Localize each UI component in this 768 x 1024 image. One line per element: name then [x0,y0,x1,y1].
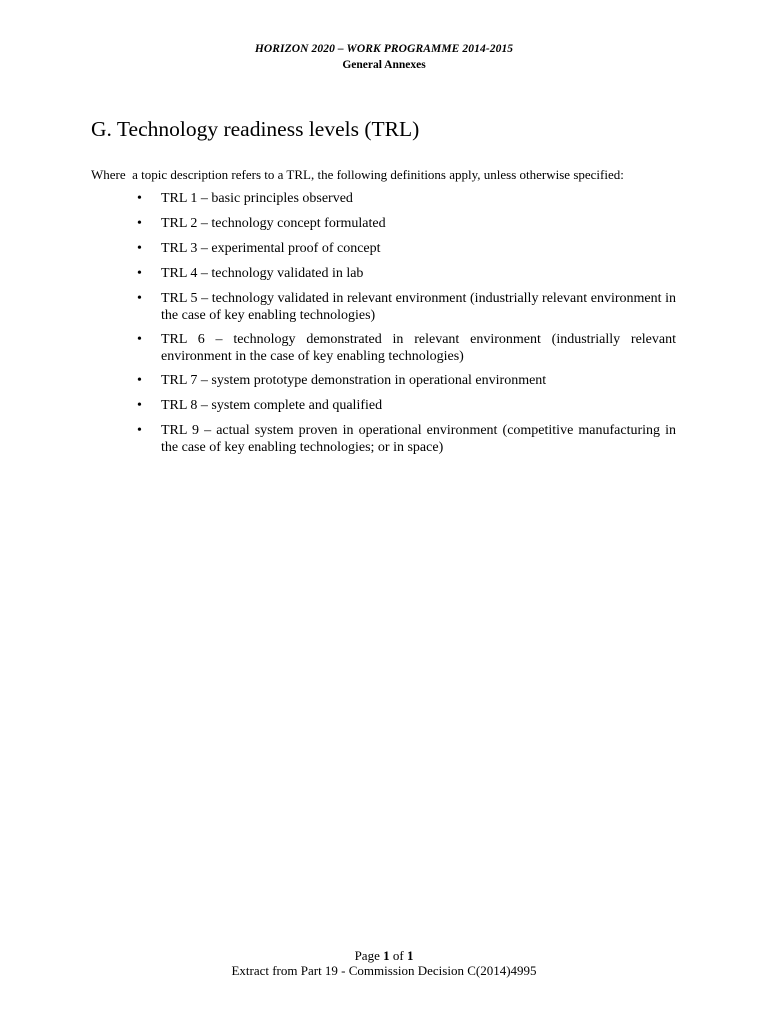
trl-item-text: TRL 4 – technology validated in lab [161,266,364,281]
intro-paragraph: Where a topic description refers to a TRL, the following definitions apply, unless otherwise specified: [91,167,624,182]
extract-note: Extract from Part 19 - Commission Decision C(2014)4995 [231,963,537,978]
page-of: of [392,948,404,963]
bullet-icon: • [137,332,142,347]
trl-list-item [0,372,676,389]
page-header [0,41,768,73]
header-subtitle: General Annexes [342,59,426,71]
trl-list-item [0,215,676,232]
trl-item-text: TRL 9 – actual system proven in operational environment (competitive manufacturing in the case of key enabling technologies; or in space) [161,423,676,455]
trl-item-text: TRL 1 – basic principles observed [161,191,353,206]
bullet-icon: • [137,291,142,306]
section-title: G. Technology readiness levels (TRL) [91,117,420,141]
trl-list-item [0,240,676,257]
trl-list-item [0,190,676,207]
page-number [0,948,768,963]
bullet-icon: • [137,216,142,231]
page-total: 1 [406,948,414,963]
trl-list [0,190,768,463]
trl-item-text: TRL 2 – technology concept formulated [161,216,386,231]
bullet-icon: • [137,423,142,438]
header-title: HORIZON 2020 – WORK PROGRAMME 2014-2015 [254,43,514,55]
trl-item-text: TRL 3 – experimental proof of concept [161,241,381,256]
bullet-icon: • [137,266,142,281]
page-label: Page [354,948,380,963]
bullet-icon: • [137,398,142,413]
trl-list-item [0,290,676,324]
trl-item-text: TRL 7 – system prototype demonstration in operational environment [161,373,547,388]
trl-item-text: TRL 8 – system complete and qualified [161,398,383,413]
trl-item-text: TRL 6 – technology demonstrated in relevant environment (industrially relevant environment in the case of key enabling technologies) [161,332,676,364]
trl-item-text: TRL 5 – technology validated in relevant environment (industrially relevant environment in the case of key enabling technologies) [161,291,676,323]
trl-list-item [0,422,676,456]
trl-list-item [0,397,676,414]
trl-list-item [0,331,676,365]
page-footer [0,948,768,978]
bullet-icon: • [137,241,142,256]
bullet-icon: • [137,373,142,388]
page-current: 1 [383,948,390,963]
bullet-icon: • [137,191,142,206]
trl-list-item [0,265,676,282]
